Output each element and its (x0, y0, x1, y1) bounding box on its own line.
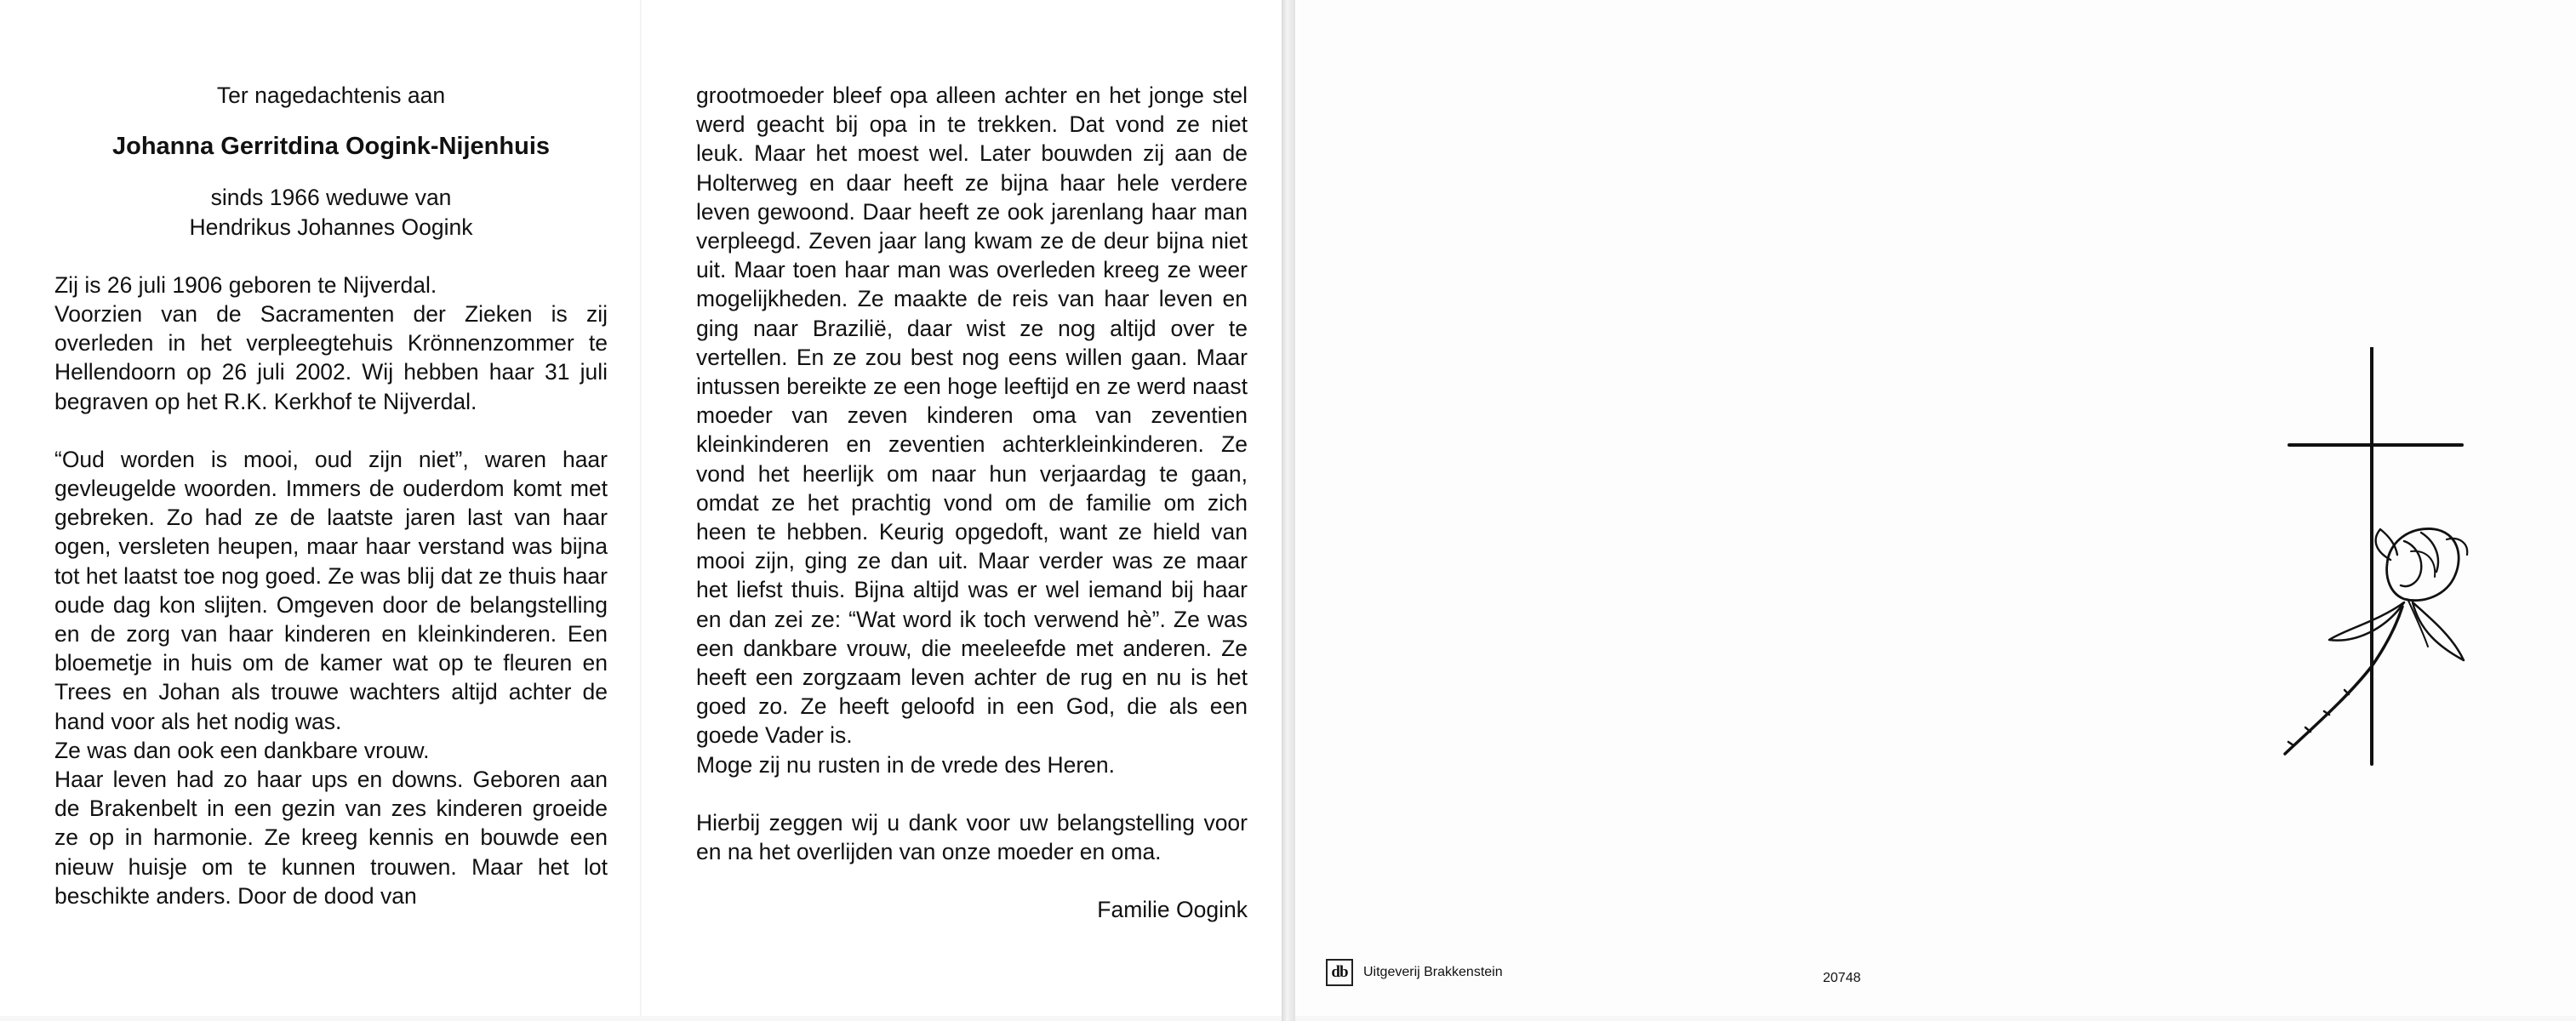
memorial-card-inside (0, 0, 1282, 1016)
fold-line (640, 0, 642, 1016)
cross-with-rose-icon (2276, 347, 2481, 773)
rose-leaf (2329, 602, 2404, 641)
deceased-name: Johanna Gerritdina Oogink-Nijenhuis (112, 133, 550, 161)
publisher-logo-icon: db (1326, 959, 1353, 986)
birth-paragraph: Zij is 26 juli 1906 geboren te Nijverdal. (54, 271, 437, 298)
right-column (696, 81, 1248, 924)
life-paragraph: Haar leven had zo haar ups en downs. Geboren aan de Brakenbelt in een gezin van zes kinderen groeide ze op in harmonie. Ze kreeg kennis en bouwde een nieuw huisje om te kunnen trouwen. Maar het lot beschikte anders. Door de dood van (54, 767, 608, 909)
intro-line: Ter nagedachtenis aan (216, 83, 446, 108)
print-code: 20748 (1823, 971, 1861, 985)
left-column (54, 81, 608, 910)
rose-stem (2285, 607, 2402, 754)
publisher-imprint (1326, 959, 1503, 986)
rose-leaf (2413, 602, 2464, 660)
biography-paragraph: “Oud worden is mooi, oud zijn niet”, waren haar gevleugelde woorden. Immers de ouderdom komt met gebreken. Zo had ze de laatste jaren last van haar ogen, versleten heupen, maar haar verstand was bijna tot het laatst toe nog goed. Ze was blij dat ze thuis haar oude dag kon slijten. Omgeven door de belangstelling en de zorg van haar kinderen en kleinkinderen. Een bloemetje in huis om de kamer wat op te fleuren en Trees en Johan als trouwe wachters altijd achter de hand voor als het nodig was. (54, 446, 608, 734)
death-paragraph: Voorzien van de Sacramenten der Zieken is zij overleden in het verpleegtehuis Krönnenzommer te Hellendoorn op 26 juli 2002. Wij hebben haar 31 juli begraven op het R.K. Kerkhof te Nijverdal. (54, 301, 608, 414)
thanks-paragraph: Hierbij zeggen wij u dank voor uw belangstelling voor en na het overlijden van onze moeder en oma. (696, 809, 1248, 865)
publisher-name: Uitgeverij Brakkenstein (1363, 965, 1503, 979)
husband-name: Hendrikus Johannes Oogink (189, 214, 473, 240)
family-signature: Familie Oogink (1097, 897, 1248, 923)
grateful-line: Ze was dan ook een dankbare vrouw. (54, 737, 430, 763)
widow-line: sinds 1966 weduwe van (210, 185, 452, 211)
biography-continued: grootmoeder bleef opa alleen achter en het jonge stel werd geacht bij opa in te trekken. Dat vond ze niet leuk. Maar het moest wel. Later bouwden zij aan de Holterweg en daar heeft ze bijna haar hele verdere leven gewoond. Daar heeft ze ook jarenlang haar man verpleegd. Zeven jaar lang kwam ze de deur bijna niet uit. Maar toen haar man was overleden kreeg ze weer mogelijkheden. Ze maakte de reis van haar leven en ging naar Brazilië, daar wist ze nog altijd over te vertellen. En ze zou best nog eens willen gaan. Maar intussen bereikte ze een hoge leeftijd en ze werd naast moeder van zeven kinderen oma van zeventien kleinkinderen en zeventien achterkleinkinderen. Ze vond het heerlijk om naar hun verjaardag te gaan, omdat ze het prachtig vond om de familie om zich heen te hebben. Keurig opgedoft, want ze hield van mooi zijn, ging ze dan uit. Maar verder was ze maar het liefst thuis. Bijna altijd was er wel iemand bij haar en dan zei ze: “Wat word ik toch verwend hè”. Ze was een dankbare vrouw, die meeleefde met anderen. Ze heeft een zorgzaam leven achter de rug en nu is het goed zo. Ze heeft geloofd in een God, die als een goede Vader is. (696, 83, 1248, 749)
card-gap (1282, 0, 1295, 1021)
rest-line: Moge zij nu rusten in de vrede des Heren. (696, 751, 1115, 778)
